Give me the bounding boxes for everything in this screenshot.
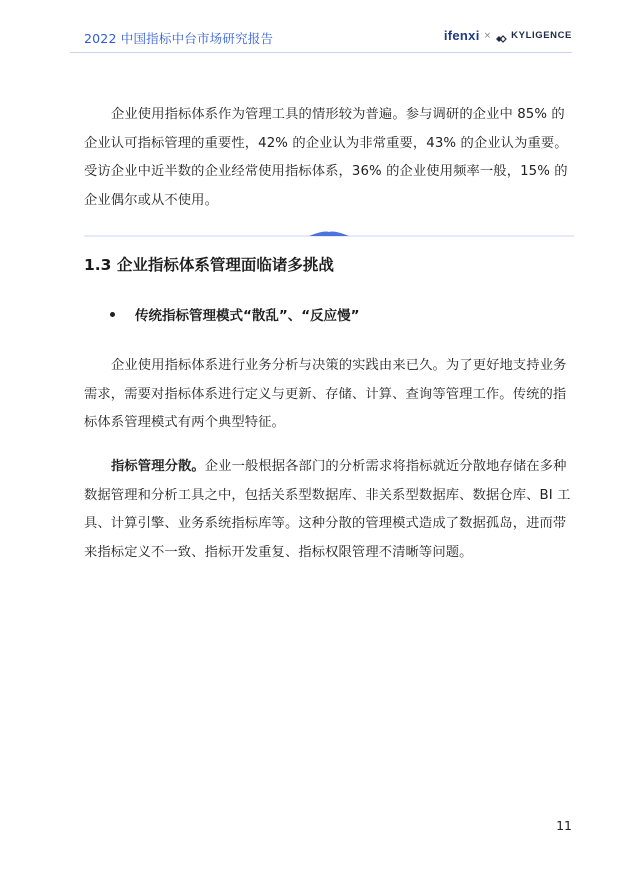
paragraph-traditional-mode: 企业使用指标体系进行业务分析与决策的实践由来已久。为了更好地支持业务需求，需要对指标体系进行定义与更新、存储、计算、查询等管理工作。传统的指标体系管理模式有两个典型特征。 <box>84 358 567 430</box>
header-rule <box>70 52 572 53</box>
logo-group <box>444 28 572 43</box>
paragraph-usage-stats: 企业使用指标体系作为管理工具的情形较为普遍。参与调研的企业中 85% 的企业认可指标管理的重要性，42% 的企业认为非常重要，43% 的企业认为重要。受访企业中近半数的企业经常使用指标体系，36% 的企业使用频率一般，15% 的企业偶尔或从不使用。 <box>84 107 568 208</box>
page-number: 11 <box>556 818 572 833</box>
section-divider <box>84 226 574 236</box>
paragraph-lead-bold: 指标管理分散。 <box>111 459 205 474</box>
logo-separator: × <box>483 30 492 41</box>
section-heading: 1.3 企业指标体系管理面临诸多挑战 <box>84 256 334 274</box>
bullet-dot-icon <box>110 312 115 317</box>
page-header <box>84 27 572 49</box>
bullet-text: 传统指标管理模式“散乱”、“反应慢” <box>135 308 360 324</box>
paragraph-body: 企业一般根据各部门的分析需求将指标就近分散地存储在多种数据管理和分析工具之中，包括关系型数据库、非关系型数据库、数据仓库、BI 工具、计算引擎、业务系统指标库等。这种分散的管理模式造成了数据孤岛，进而带来指标定义不一致、指标开发重复、指标权限管理不清晰等问题。 <box>84 459 571 560</box>
kyligence-mark-icon <box>495 30 507 42</box>
ifenxi-logo: ifenxi <box>443 28 480 43</box>
paragraph-scattered-management <box>84 453 578 567</box>
bullet-item <box>110 304 360 324</box>
kyligence-logo: KYLIGENCE <box>511 30 572 41</box>
report-title: 2022 中国指标中台市场研究报告 <box>84 31 274 46</box>
